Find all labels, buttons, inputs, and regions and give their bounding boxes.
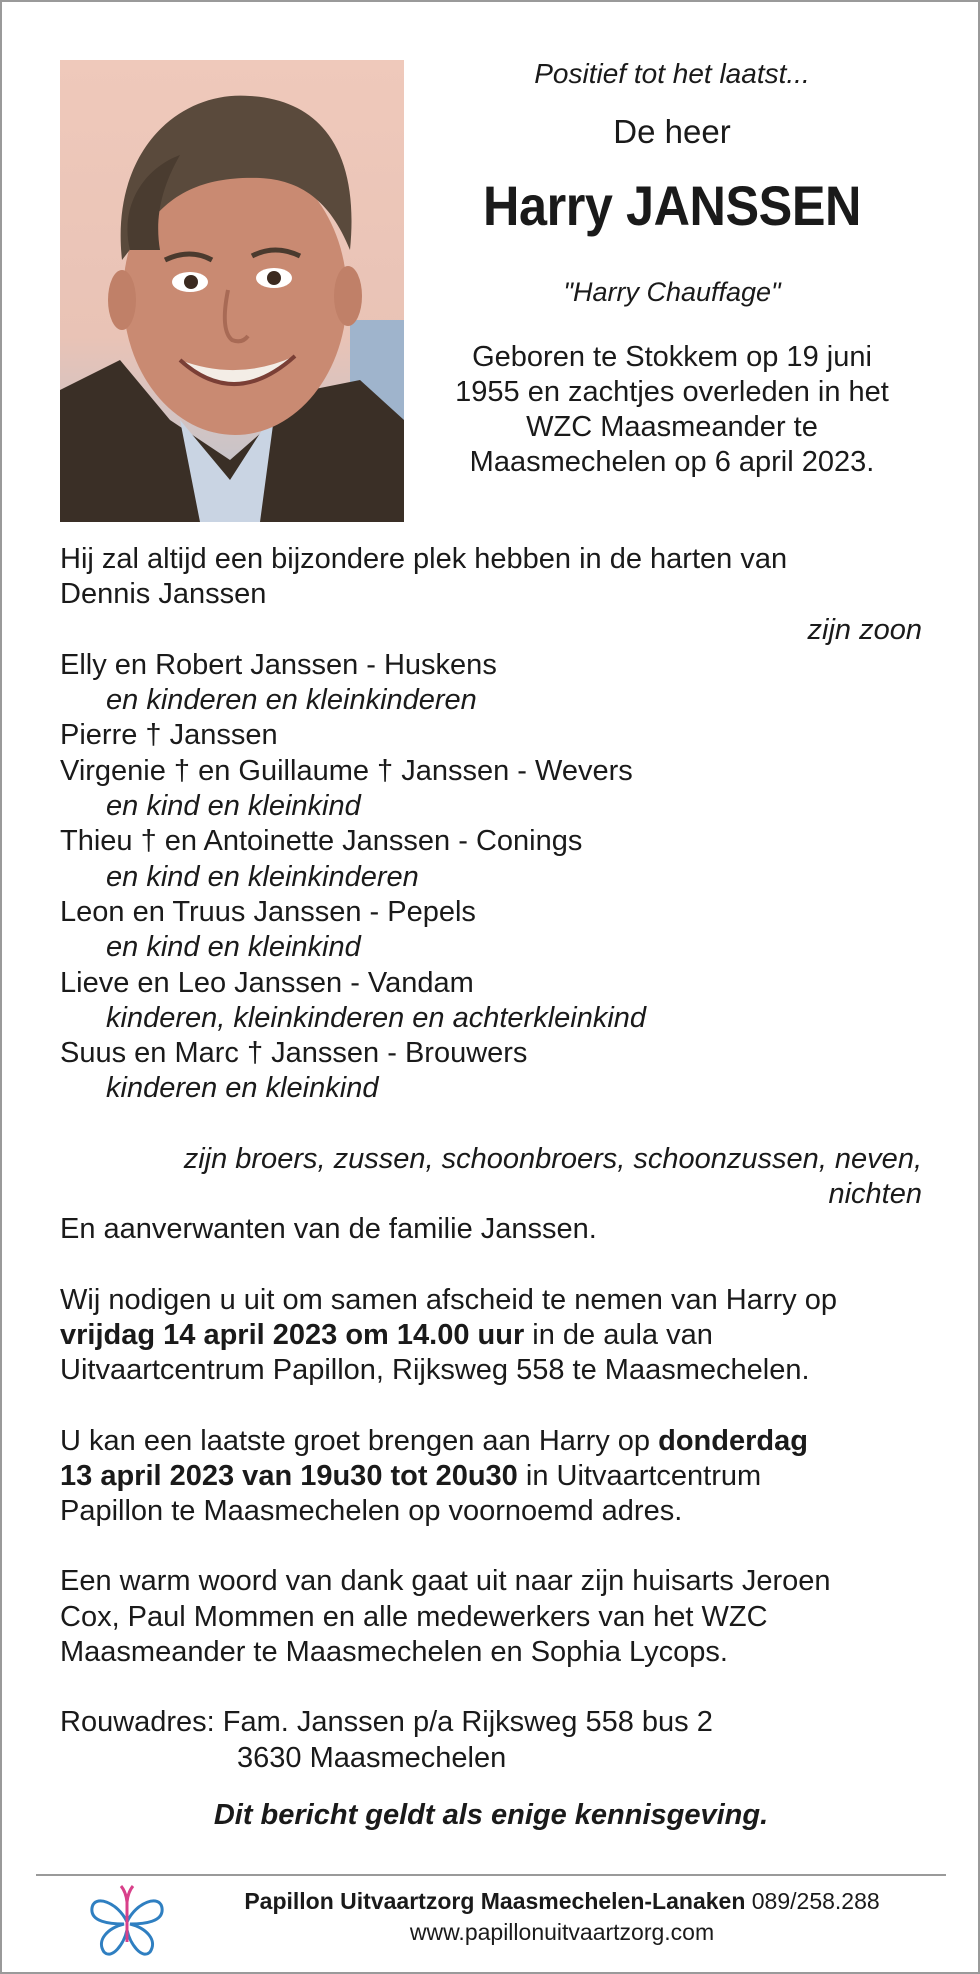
family-member: Pierre † Janssen bbox=[60, 719, 278, 752]
birth-death-line: WZC Maasmeander te bbox=[526, 411, 818, 443]
birth-death-line: 1955 en zachtjes overleden in het bbox=[455, 376, 889, 408]
extended-family: En aanverwanten van de familie Janssen. bbox=[60, 1213, 597, 1246]
family-member-sub: en kind en kleinkind bbox=[106, 931, 361, 964]
salutation: De heer bbox=[613, 113, 731, 150]
visit-text bbox=[60, 1424, 922, 1459]
family-member: Lieve en Leo Janssen - Vandam bbox=[60, 966, 474, 999]
farewell-text bbox=[60, 1283, 922, 1318]
butterfly-logo-icon bbox=[88, 1882, 166, 1960]
portrait-photo bbox=[60, 60, 404, 522]
divider bbox=[36, 1874, 946, 1876]
spacer bbox=[60, 1248, 922, 1283]
obituary-body bbox=[60, 542, 922, 1833]
visit-text: Papillon te Maasmechelen op voornoemd adres. bbox=[60, 1495, 683, 1528]
spacer bbox=[60, 1529, 922, 1564]
family-member-sub: en kind en kleinkind bbox=[106, 790, 361, 823]
family-member: Elly en Robert Janssen - Huskens bbox=[60, 648, 497, 681]
footer-line bbox=[182, 1886, 942, 1917]
farewell-post: in de aula van bbox=[524, 1318, 713, 1351]
thanks-text: Een warm woord van dank gaat uit naar zijn huisarts Jeroen bbox=[60, 1565, 831, 1598]
birth-death-text bbox=[422, 340, 922, 480]
family-member: Virgenie † en Guillaume † Janssen - Wevers bbox=[60, 754, 633, 787]
family-member-sub: en kinderen en kleinkinderen bbox=[106, 684, 477, 717]
thanks-text: Cox, Paul Mommen en alle medewerkers van het WZC bbox=[60, 1600, 768, 1633]
spacer bbox=[60, 1670, 922, 1705]
spacer bbox=[60, 1107, 922, 1142]
family-member: Thieu † en Antoinette Janssen - Conings bbox=[60, 825, 583, 858]
birth-death-line: Maasmechelen op 6 april 2023. bbox=[469, 446, 875, 478]
family-member: Leon en Truus Janssen - Pepels bbox=[60, 895, 476, 928]
relatives-role: nichten bbox=[828, 1178, 922, 1211]
spacer bbox=[60, 1389, 922, 1424]
intro-text: Hij zal altijd een bijzondere plek hebben in de harten van bbox=[60, 543, 788, 575]
footer bbox=[2, 1882, 978, 1962]
deceased-name: Harry JANSSEN bbox=[483, 174, 861, 237]
footer-text bbox=[182, 1886, 942, 1948]
son-name: Dennis Janssen bbox=[60, 578, 267, 611]
farewell-text bbox=[60, 1318, 922, 1353]
visit-text bbox=[60, 1459, 922, 1494]
farewell-text: Uitvaartcentrum Papillon, Rijksweg 558 te Maasmechelen. bbox=[60, 1354, 810, 1387]
motto: Positief tot het laatst... bbox=[534, 58, 810, 89]
visit-pre: U kan een laatste groet brengen aan Harry op bbox=[60, 1424, 659, 1457]
son-role: zijn zoon bbox=[807, 613, 922, 646]
company-phone: 089/258.288 bbox=[745, 1888, 880, 1914]
family-member-sub: kinderen en kleinkind bbox=[106, 1072, 379, 1105]
relatives-role: zijn broers, zussen, schoonbroers, schoonzussen, neven, bbox=[183, 1142, 922, 1175]
family-member-sub: kinderen, kleinkinderen en achterkleinkind bbox=[106, 1001, 647, 1034]
nickname: "Harry Chauffage" bbox=[563, 277, 781, 307]
mourning-address: Rouwadres: Fam. Janssen p/a Rijksweg 558 bus 2 bbox=[60, 1706, 713, 1739]
company-name: Papillon Uitvaartzorg Maasmechelen-Lanaken bbox=[244, 1888, 746, 1914]
visit-day: donderdag bbox=[658, 1424, 808, 1457]
family-member-sub: en kind en kleinkinderen bbox=[106, 860, 419, 893]
family-member: Suus en Marc † Janssen - Brouwers bbox=[60, 1037, 528, 1070]
birth-death-line: Geboren te Stokkem op 19 juni bbox=[472, 341, 872, 373]
farewell-date: vrijdag 14 april 2023 om 14.00 uur bbox=[60, 1318, 525, 1351]
header bbox=[422, 52, 922, 480]
thanks-text: Maasmeander te Maasmechelen en Sophia Lycops. bbox=[60, 1636, 728, 1669]
mourning-address: 3630 Maasmechelen bbox=[237, 1741, 507, 1774]
farewell-pre: Wij nodigen u uit om samen afscheid te nemen van Harry op bbox=[60, 1283, 837, 1316]
visit-date: 13 april 2023 van 19u30 tot 20u30 bbox=[60, 1459, 518, 1492]
company-website[interactable]: www.papillonuitvaartzorg.com bbox=[409, 1919, 715, 1945]
visit-post: in Uitvaartcentrum bbox=[517, 1459, 762, 1492]
notice-text: Dit bericht geldt als enige kennisgeving. bbox=[213, 1798, 769, 1831]
